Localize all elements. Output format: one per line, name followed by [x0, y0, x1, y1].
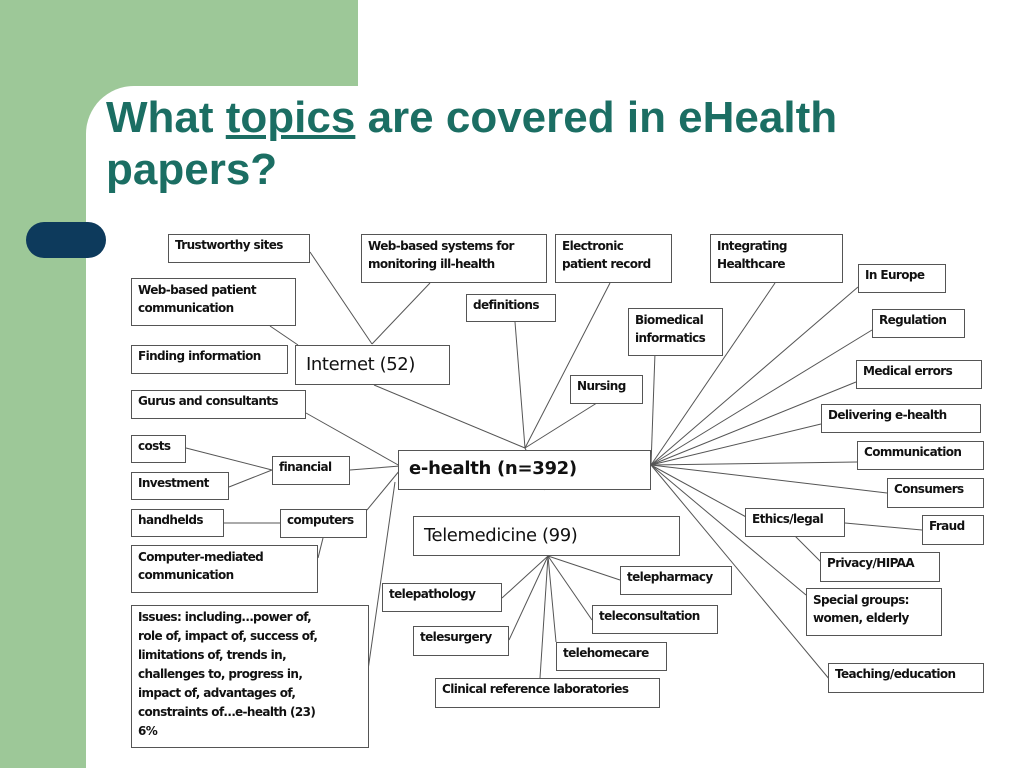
title-topics-link[interactable]: topics: [225, 93, 356, 142]
node-telepharmacy: telepharmacy: [620, 566, 732, 595]
node-fraud: Fraud: [922, 515, 984, 545]
node-medical-errors: Medical errors: [856, 360, 982, 389]
node-special-groups: Special groups: women, elderly: [806, 588, 942, 636]
node-electronic-patient-record: Electronic patient record: [555, 234, 672, 283]
node-web-based-systems: Web-based systems for monitoring ill-health: [361, 234, 547, 283]
node-regulation: Regulation: [872, 309, 965, 338]
node-trustworthy-sites: Trustworthy sites: [168, 234, 310, 263]
node-consumers: Consumers: [887, 478, 984, 508]
node-telepathology: telepathology: [382, 583, 502, 612]
node-definitions: definitions: [466, 294, 556, 322]
node-internet: Internet (52): [295, 345, 450, 385]
node-integrating-healthcare: Integrating Healthcare: [710, 234, 843, 283]
node-investment: Investment: [131, 472, 229, 500]
title-text-end: are covered in eHealth papers?: [106, 93, 838, 194]
node-clinical-reference-laboratories: Clinical reference laboratories: [435, 678, 660, 708]
node-finding-information: Finding information: [131, 345, 288, 374]
node-gurus-consultants: Gurus and consultants: [131, 390, 306, 419]
node-telemedicine: Telemedicine (99): [413, 516, 680, 556]
title-text-start: What: [106, 93, 226, 142]
node-handhelds: handhelds: [131, 509, 224, 537]
node-teleconsultation: teleconsultation: [592, 605, 718, 634]
node-ethics-legal: Ethics/legal: [745, 508, 845, 537]
node-issues: Issues: including…power of, role of, impact of, success of, limitations of, trends in, challenges to, progress in, impact of, advantages of, constraints of…e-health (23) 6%: [131, 605, 369, 748]
node-biomedical-informatics: Biomedical informatics: [628, 308, 723, 356]
node-privacy-hipaa: Privacy/HIPAA: [820, 552, 940, 582]
node-telesurgery: telesurgery: [413, 626, 509, 656]
node-nursing: Nursing: [570, 375, 643, 404]
node-computers: computers: [280, 509, 367, 538]
node-financial: financial: [272, 456, 350, 485]
node-costs: costs: [131, 435, 186, 463]
node-communication: Communication: [857, 441, 984, 470]
node-in-europe: In Europe: [858, 264, 946, 293]
node-teaching-education: Teaching/education: [828, 663, 984, 693]
node-delivering-ehealth: Delivering e-health: [821, 404, 981, 433]
node-computer-mediated-communication: Computer-mediated communication: [131, 545, 318, 593]
center-node-ehealth: e-health (n=392): [398, 450, 651, 490]
node-web-patient-communication: Web-based patient communication: [131, 278, 296, 326]
node-telehomecare: telehomecare: [556, 642, 667, 671]
